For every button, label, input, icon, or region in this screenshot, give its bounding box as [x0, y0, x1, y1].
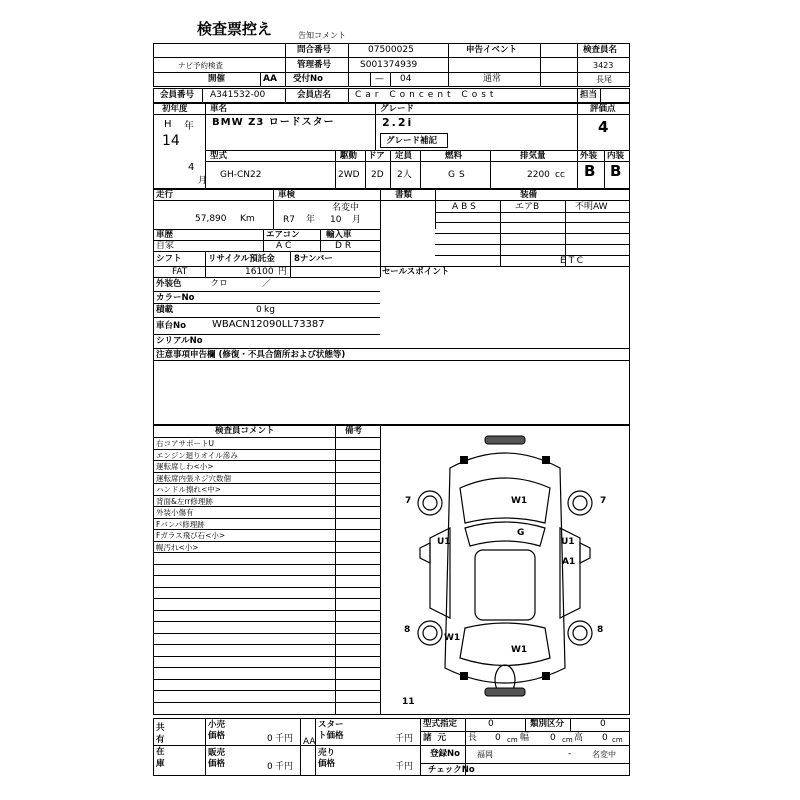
comment-row-line [153, 598, 380, 599]
history-value: 自家 [156, 241, 175, 251]
comment-item: 外装小傷有 [156, 508, 194, 517]
label-w1-wheel: W1 [444, 633, 461, 643]
label-7-right: 7 [600, 496, 607, 506]
label-u1-left: U1 [437, 537, 451, 547]
door-label: ドア [368, 151, 385, 161]
inspector-name: 長尾 [596, 75, 612, 84]
sales-label: セールスポイント [382, 267, 450, 277]
event-value: 通常 [483, 74, 502, 84]
member-shop-label: 会員店名 [297, 90, 332, 100]
ext-color-slash: ／ [262, 279, 272, 289]
comment-row-line [153, 552, 380, 553]
label-8-left: 8 [404, 625, 411, 635]
equip-aw: 不明AW [575, 202, 608, 212]
member-number-label: 会員番号 [160, 90, 195, 100]
capacity-value: 2人 [397, 170, 412, 180]
car-name-label: 車名 [210, 104, 228, 114]
width-unit: cm [562, 736, 573, 744]
small-sell-value: 0 [267, 734, 273, 744]
equip-etc: ETC [560, 256, 586, 266]
displacement-unit: cc [555, 170, 565, 180]
ac-value: AC [276, 241, 295, 251]
comment-row-line [153, 667, 380, 668]
page-title: 検査票控え [197, 20, 273, 38]
width-value: 0 [550, 733, 556, 743]
reg-dash: - [568, 749, 572, 759]
reg-label: 登録No [430, 749, 460, 759]
comment-row-line [153, 679, 380, 680]
member-shop-value: Car Concent Cost [355, 90, 498, 100]
comments-header: 検査員コメント [215, 426, 275, 436]
sell-value: 0 [267, 762, 273, 772]
inspection-note: 名変中 [332, 203, 360, 213]
month-value: 4 [188, 162, 195, 173]
reg-status: 名変中 [592, 750, 616, 759]
label-7-left: 7 [405, 496, 412, 506]
exterior-label: 外装 [580, 151, 598, 161]
plate-label: 8ナンバー [294, 254, 333, 264]
inspection-month-unit: 月 [352, 215, 362, 225]
inquiry-label: 問合番号 [297, 45, 332, 55]
manage-value: S001374939 [360, 60, 418, 70]
equip-airbag: エアB [515, 202, 540, 212]
reception-dash: — [375, 74, 384, 84]
recycle-label: リサイクル預託金 [208, 254, 275, 264]
manage-label: 管理番号 [297, 60, 332, 70]
reg-city: 福岡 [477, 750, 493, 759]
width-label: 幅 [520, 733, 530, 743]
inspection-year-unit: 年 [306, 215, 316, 225]
height-value: 0 [602, 733, 608, 743]
notes-label: 注意事項申告欄 (修復・不具合箇所および状態等) [156, 350, 346, 360]
car-name-value: BMW Z3 ロードスター [212, 117, 335, 128]
mileage-unit: Km [240, 214, 255, 224]
capacity-label: 定員 [395, 151, 413, 161]
sell-label: 販売価格 [208, 748, 226, 769]
height-label: 高 [574, 733, 584, 743]
comment-row-line [153, 702, 380, 703]
fuel-value: GS [448, 170, 469, 180]
start-label: スタート価格 [318, 720, 344, 741]
equip-abs: ABS [452, 202, 479, 212]
comment-row-line [153, 621, 380, 622]
grade-label: グレード [380, 104, 415, 114]
type-label: 型式指定 [423, 719, 458, 729]
displacement-label: 排気量 [520, 151, 546, 161]
target-label: 売り価格 [318, 748, 336, 769]
inspection-label: 車検 [278, 190, 296, 200]
exterior-value: B [584, 162, 596, 180]
len-value: 0 [495, 733, 501, 743]
reception-label: 受付No [293, 74, 323, 84]
load-unit: kg [264, 305, 275, 315]
drive-value: 2WD [338, 170, 360, 180]
inspection-era: R7 [283, 215, 295, 225]
check-label: チェックNo [428, 765, 475, 775]
class-label: 類別区分 [530, 719, 565, 729]
interior-label: 内装 [607, 151, 625, 161]
type-value: 0 [488, 719, 494, 729]
event-label: 申告イベント [466, 45, 518, 55]
comment-item: 運転席内張ネジ穴数個 [156, 473, 231, 483]
start-unit: 千円 [395, 734, 414, 744]
small-sell-label: 小売価格 [208, 720, 226, 741]
year-value: 14 [162, 133, 180, 149]
color-no-label: カラーNo [156, 293, 195, 303]
year-label: 年 [184, 121, 194, 132]
drive-label: 駆動 [340, 151, 358, 161]
member-number-value: A341532-00 [210, 90, 266, 100]
inquiry-value: 07500025 [368, 45, 414, 55]
label-11: 11 [402, 697, 415, 707]
comment-row-line [153, 610, 380, 611]
len-label: 長 [468, 733, 478, 743]
label-g: G [517, 528, 525, 538]
comment-row-line [153, 575, 380, 576]
comment-row-line [153, 644, 380, 645]
import-label: 輸入車 [326, 230, 352, 240]
recycle-unit: 円 [278, 267, 288, 277]
label-w1-top: W1 [511, 496, 528, 506]
fuel-label: 燃料 [445, 151, 463, 161]
score-label: 評価点 [590, 104, 616, 114]
charge-label: 担当 [580, 90, 598, 100]
label-u1-right: U1 [561, 537, 575, 547]
comment-item: 背面&左rr修理跡 [156, 496, 213, 506]
inspection-sheet [90, 0, 710, 800]
inspector-label: 検査員名 [583, 45, 618, 55]
model-label: 型式 [210, 151, 228, 161]
comment-row-line [153, 564, 380, 565]
import-value: DR [335, 241, 355, 251]
load-value: 0 [256, 305, 262, 315]
car-damage-diagram [390, 428, 620, 713]
notice-label: 告知コメント [298, 31, 346, 40]
ext-color-label: 外装色 [156, 279, 182, 289]
first-reg-label: 初年度 [162, 104, 188, 114]
equipment-label: 装備 [520, 190, 538, 200]
score-value: 4 [598, 118, 609, 136]
height-unit: cm [612, 736, 623, 744]
comment-item: Fバンパ修理跡 [156, 519, 205, 529]
small-sell-unit: 千円 [275, 734, 294, 744]
aa-mark: AA [303, 737, 316, 747]
documents-label: 書類 [395, 190, 413, 200]
shift-value: FAT [172, 267, 188, 277]
comment-item: ハンドル擦れ<中> [156, 485, 222, 494]
comment-item: 右コアサポートU [156, 439, 214, 448]
recycle-value: 16100 [245, 267, 274, 277]
class-value: 0 [600, 719, 606, 729]
sell-unit: 千円 [275, 762, 294, 772]
mileage-label: 走行 [156, 190, 174, 200]
comment-row-line [153, 656, 380, 657]
mileage-value: 57,890 [195, 214, 227, 224]
inspector-id: 3423 [593, 61, 614, 70]
ext-color-value: クロ [210, 279, 229, 289]
label-8-right: 8 [597, 625, 604, 635]
label-w1-bottom: W1 [511, 645, 528, 655]
dims-label: 諸元 [423, 733, 453, 743]
reception-value: 04 [400, 74, 412, 84]
comment-row-line [153, 690, 380, 691]
shared-label: 共有在庫 [156, 723, 165, 769]
remarks-header: 備考 [345, 426, 363, 436]
serial-label: シリアルNo [156, 336, 203, 346]
comment-item: 運転席しわ<小> [156, 462, 214, 471]
grade-value: 2.2i [382, 116, 414, 129]
displacement-value: 2200 [527, 170, 550, 180]
model-value: GH-CN22 [220, 170, 262, 180]
navi-text: ナビ予約検査 [178, 61, 223, 70]
grade-supplement: グレード補記 [386, 136, 438, 146]
inspection-month: 10 [330, 215, 342, 225]
era: H [164, 119, 172, 130]
chassis-label: 車台No [156, 321, 186, 331]
interior-value: B [610, 162, 622, 180]
label-a1: A1 [562, 557, 576, 567]
shift-label: シフト [156, 254, 182, 264]
chassis-value: WBACN12090LL73387 [212, 319, 325, 330]
door-value: 2D [371, 170, 384, 180]
comment-row-line [153, 587, 380, 588]
target-unit: 千円 [395, 762, 414, 772]
history-label: 車歴 [156, 230, 174, 240]
len-unit: cm [507, 736, 518, 744]
load-label: 積載 [156, 305, 174, 315]
venue-value: AA [263, 74, 277, 84]
ac-label: エアコン [266, 230, 300, 240]
month-label: 月 [198, 176, 208, 186]
venue-label: 開催 [208, 74, 226, 84]
comment-item: Fガラス飛び石<小> [156, 531, 226, 540]
comment-item: エンジン廻りオイル滲み [156, 450, 238, 460]
comment-row-line [153, 633, 380, 634]
comment-item: 幌汚れ<小> [156, 542, 199, 552]
